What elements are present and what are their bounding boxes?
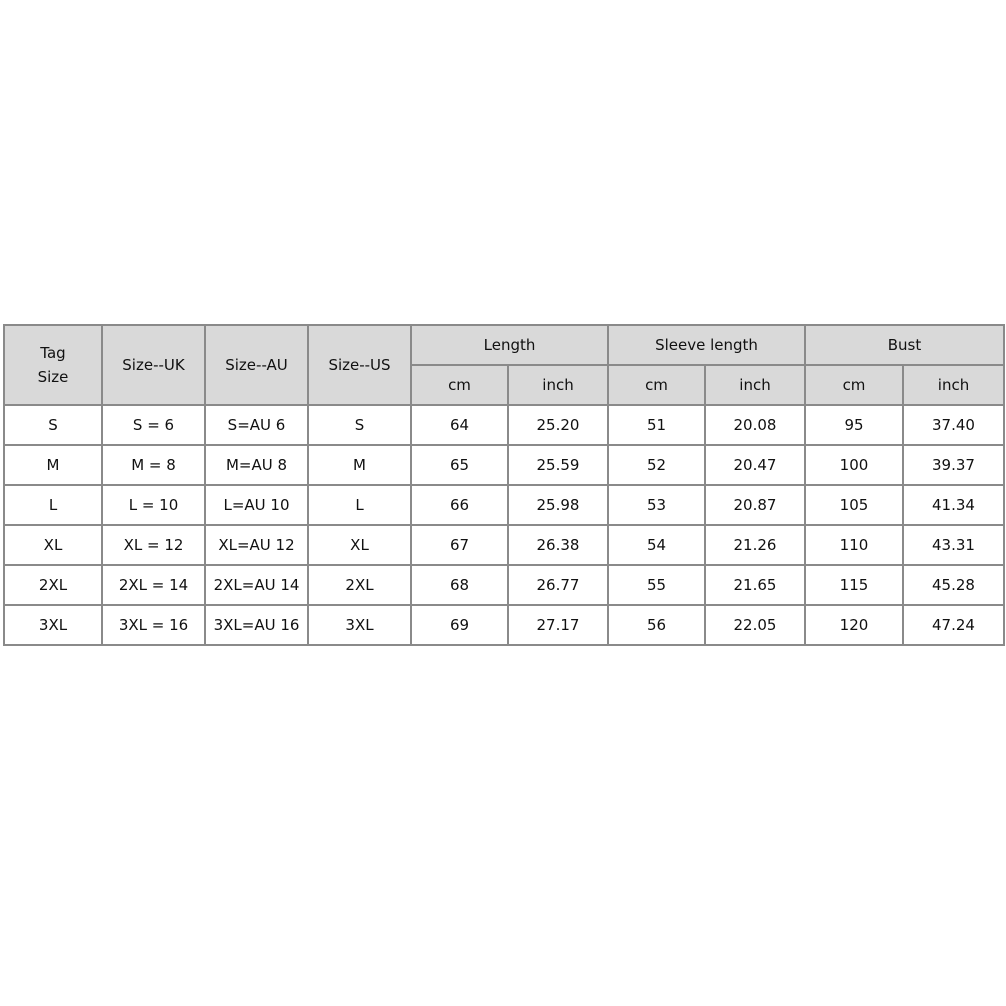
cell-sleeve-inch: 22.05	[705, 605, 805, 645]
cell-length-cm: 67	[411, 525, 508, 565]
cell-sleeve-cm: 54	[608, 525, 705, 565]
cell-tag-size: S	[4, 405, 102, 445]
header-sleeve-length: Sleeve length	[608, 325, 805, 365]
cell-length-cm: 64	[411, 405, 508, 445]
cell-sleeve-inch: 21.65	[705, 565, 805, 605]
cell-size-uk: 2XL = 14	[102, 565, 205, 605]
cell-size-us: M	[308, 445, 411, 485]
cell-length-cm: 65	[411, 445, 508, 485]
header-size-au: Size--AU	[205, 325, 308, 405]
cell-size-au: XL=AU 12	[205, 525, 308, 565]
cell-size-au: M=AU 8	[205, 445, 308, 485]
cell-size-us: S	[308, 405, 411, 445]
size-chart-table	[3, 324, 1005, 646]
cell-sleeve-cm: 52	[608, 445, 705, 485]
cell-bust-inch: 37.40	[903, 405, 1004, 445]
cell-size-au: 3XL=AU 16	[205, 605, 308, 645]
cell-sleeve-cm: 55	[608, 565, 705, 605]
header-unit-inch: inch	[705, 365, 805, 405]
header-length: Length	[411, 325, 608, 365]
header-unit-inch: inch	[903, 365, 1004, 405]
cell-size-au: S=AU 6	[205, 405, 308, 445]
header-tag-size-line2: Size	[37, 368, 69, 386]
table-row	[4, 405, 1004, 445]
table-row	[4, 485, 1004, 525]
cell-tag-size: L	[4, 485, 102, 525]
table-row	[4, 445, 1004, 485]
header-unit-cm: cm	[805, 365, 903, 405]
cell-sleeve-inch: 20.87	[705, 485, 805, 525]
cell-size-us: 3XL	[308, 605, 411, 645]
cell-size-us: XL	[308, 525, 411, 565]
cell-bust-cm: 100	[805, 445, 903, 485]
cell-sleeve-inch: 20.08	[705, 405, 805, 445]
cell-length-inch: 25.20	[508, 405, 608, 445]
cell-length-inch: 25.98	[508, 485, 608, 525]
cell-bust-cm: 105	[805, 485, 903, 525]
header-unit-cm: cm	[608, 365, 705, 405]
cell-sleeve-cm: 56	[608, 605, 705, 645]
cell-bust-inch: 43.31	[903, 525, 1004, 565]
header-tag-size	[4, 325, 102, 405]
cell-size-uk: XL = 12	[102, 525, 205, 565]
cell-tag-size: 2XL	[4, 565, 102, 605]
cell-length-inch: 27.17	[508, 605, 608, 645]
cell-bust-cm: 120	[805, 605, 903, 645]
cell-size-uk: M = 8	[102, 445, 205, 485]
cell-length-cm: 69	[411, 605, 508, 645]
cell-length-inch: 26.77	[508, 565, 608, 605]
cell-size-us: L	[308, 485, 411, 525]
cell-tag-size: M	[4, 445, 102, 485]
cell-length-inch: 26.38	[508, 525, 608, 565]
cell-size-au: L=AU 10	[205, 485, 308, 525]
header-unit-inch: inch	[508, 365, 608, 405]
cell-size-uk: L = 10	[102, 485, 205, 525]
cell-bust-inch: 45.28	[903, 565, 1004, 605]
header-tag-size-line1: Tag	[40, 344, 66, 362]
cell-sleeve-cm: 53	[608, 485, 705, 525]
cell-bust-cm: 95	[805, 405, 903, 445]
cell-tag-size: XL	[4, 525, 102, 565]
cell-length-cm: 68	[411, 565, 508, 605]
table-row	[4, 525, 1004, 565]
header-unit-cm: cm	[411, 365, 508, 405]
header-row-groups	[4, 325, 1004, 365]
cell-bust-inch: 39.37	[903, 445, 1004, 485]
cell-size-us: 2XL	[308, 565, 411, 605]
table-row	[4, 605, 1004, 645]
cell-bust-inch: 47.24	[903, 605, 1004, 645]
cell-size-au: 2XL=AU 14	[205, 565, 308, 605]
table-row	[4, 565, 1004, 605]
cell-bust-cm: 115	[805, 565, 903, 605]
cell-size-uk: S = 6	[102, 405, 205, 445]
header-size-us: Size--US	[308, 325, 411, 405]
table-body	[4, 405, 1004, 645]
cell-sleeve-inch: 21.26	[705, 525, 805, 565]
cell-length-inch: 25.59	[508, 445, 608, 485]
cell-sleeve-inch: 20.47	[705, 445, 805, 485]
cell-length-cm: 66	[411, 485, 508, 525]
cell-sleeve-cm: 51	[608, 405, 705, 445]
cell-bust-inch: 41.34	[903, 485, 1004, 525]
header-size-uk: Size--UK	[102, 325, 205, 405]
header-bust: Bust	[805, 325, 1004, 365]
cell-tag-size: 3XL	[4, 605, 102, 645]
cell-size-uk: 3XL = 16	[102, 605, 205, 645]
cell-bust-cm: 110	[805, 525, 903, 565]
